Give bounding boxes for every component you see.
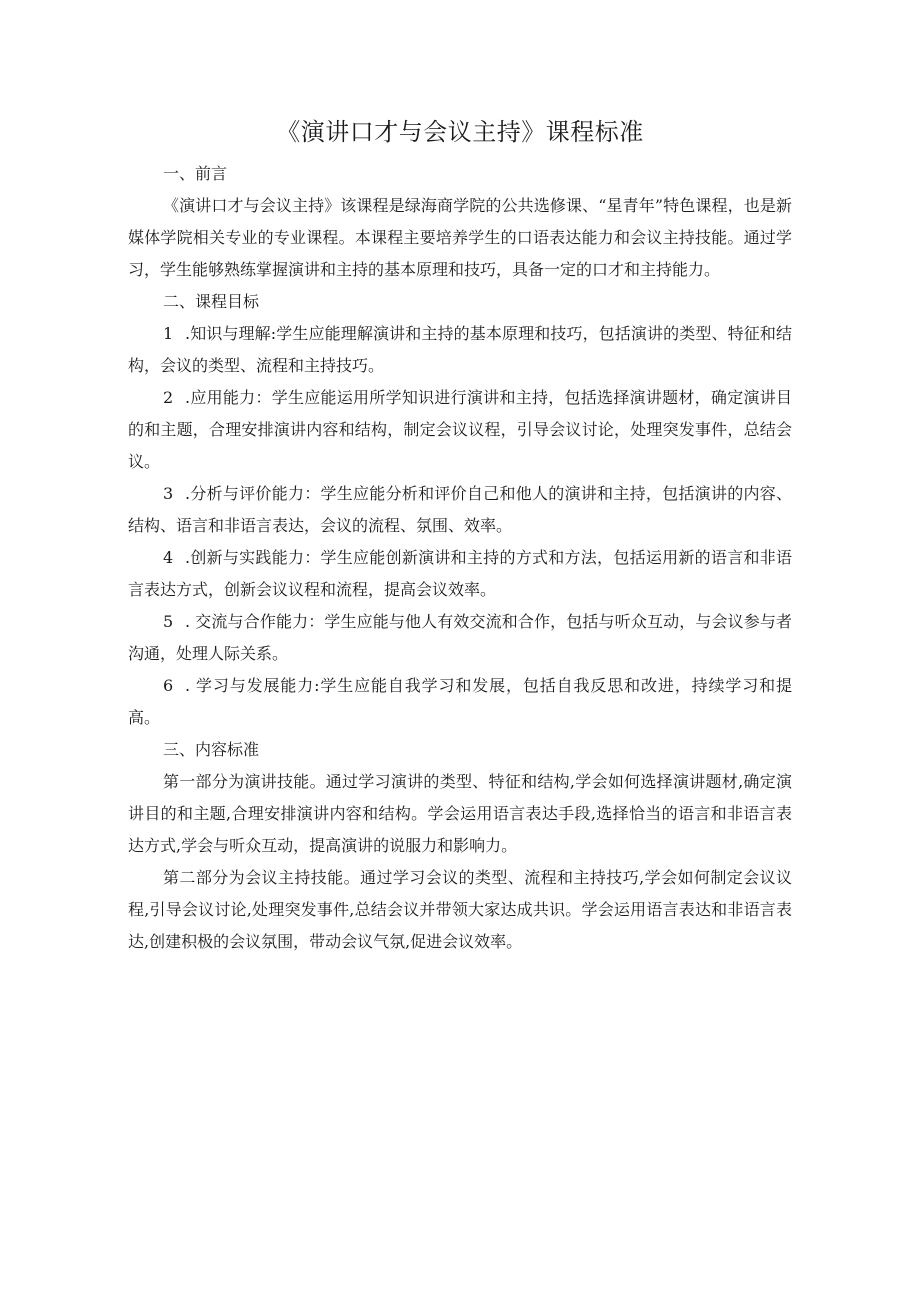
section-heading-content: 三、内容标准: [163, 740, 260, 759]
goal-item-number: 5: [163, 612, 174, 631]
goal-item-text: .知识与理解:学生应能理解演讲和主持的基本原理和技巧，包括演讲的类型、特征和结构，会议的类型、流程和主持技巧。: [128, 324, 792, 375]
goal-item-number: 4: [163, 548, 174, 567]
goal-item-text: . 学习与发展能力:学生应能自我学习和发展，包括自我反思和改进，持续学习和提高。: [128, 676, 792, 727]
goal-item-text: .应用能力：学生应能运用所学知识进行演讲和主持，包括选择演讲题材，确定演讲目的和主题，合理安排演讲内容和结构，制定会议议程，引导会议讨论，处理突发事件，总结会议。: [128, 388, 792, 471]
content-paragraph-2: 第二部分为会议主持技能。通过学习会议的类型、流程和主持技巧,学会如何制定会议议程,引导会议讨论,处理突发事件,总结会议并带领大家达成共识。学会运用语言表达和非语言表达,创建积极的会议氛围，带动会议气氛,促进会议效率。: [128, 868, 792, 951]
document-title: 《演讲口才与会议主持》课程标准: [276, 118, 644, 146]
goal-item-text: . 交流与合作能力：学生应能与他人有效交流和合作，包括与听众互动，与会议参与者沟通，处理人际关系。: [128, 612, 792, 663]
goal-item-2: [128, 382, 792, 478]
section-heading-goals: 二、课程目标: [163, 292, 260, 311]
goal-item-text: .创新与实践能力：学生应能创新演讲和主持的方式和方法，包括运用新的语言和非语言表达方式，创新会议议程和流程，提高会议效率。: [128, 548, 792, 599]
goal-item-text: .分析与评价能力：学生应能分析和评价自己和他人的演讲和主持，包括演讲的内容、结构、语言和非语言表达，会议的流程、氛围、效率。: [128, 484, 792, 535]
goal-item-5: [128, 606, 792, 670]
goal-item-4: [128, 542, 792, 606]
goal-item-number: 6: [163, 676, 174, 695]
preface-paragraph: 《演讲口才与会议主持》该课程是绿海商学院的公共选修课、“星青年”特色课程，也是新媒体学院相关专业的专业课程。本课程主要培养学生的口语表达能力和会议主持技能。通过学习，学生能够熟练掌握演讲和主持的基本原理和技巧，具备一定的口才和主持能力。: [128, 196, 792, 279]
goal-item-6: [128, 670, 792, 734]
goal-item-number: 1: [163, 324, 174, 343]
goal-item-number: 2: [163, 388, 174, 407]
document-body: [128, 158, 792, 958]
goal-item-number: 3: [163, 484, 174, 503]
section-heading-preface: 一、前言: [163, 164, 228, 183]
content-paragraph-1: 第一部分为演讲技能。通过学习演讲的类型、特征和结构,学会如何选择演讲题材,确定演讲目的和主题,合理安排演讲内容和结构。学会运用语言表达手段,选择恰当的语言和非语言表达方式,学会与听众互动，提高演讲的说服力和影响力。: [128, 772, 792, 855]
goal-item-3: [128, 478, 792, 542]
goal-item-1: [128, 318, 792, 382]
